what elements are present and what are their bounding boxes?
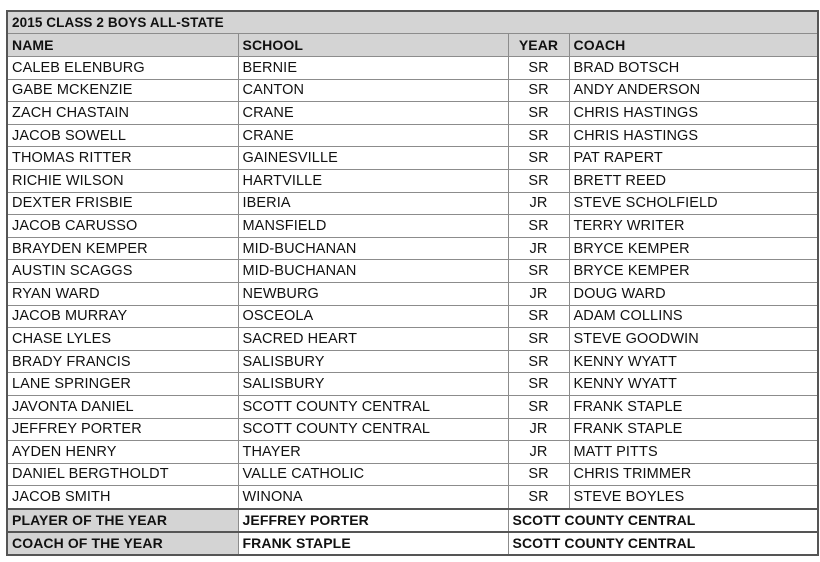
award-label: PLAYER OF THE YEAR [7,509,238,532]
table-body [7,11,818,555]
player-school: SALISBURY [238,350,508,373]
player-year: SR [508,215,569,238]
player-coach: TERRY WRITER [569,215,818,238]
player-row [7,305,818,328]
player-coach: CHRIS TRIMMER [569,463,818,486]
player-year: SR [508,124,569,147]
player-school: MANSFIELD [238,215,508,238]
header-school: SCHOOL [238,34,508,57]
player-row [7,102,818,125]
player-row [7,215,818,238]
player-row [7,486,818,509]
player-row [7,124,818,147]
header-name: NAME [7,34,238,57]
player-name: JACOB CARUSSO [7,215,238,238]
player-year: SR [508,305,569,328]
award-school: SCOTT COUNTY CENTRAL [508,532,818,555]
player-year: JR [508,237,569,260]
player-coach: KENNY WYATT [569,350,818,373]
award-school: SCOTT COUNTY CENTRAL [508,509,818,532]
player-name: CALEB ELENBURG [7,57,238,80]
player-school: CRANE [238,102,508,125]
player-row [7,328,818,351]
header-year: YEAR [508,34,569,57]
player-name: RYAN WARD [7,282,238,305]
player-name: AYDEN HENRY [7,441,238,464]
player-name: BRADY FRANCIS [7,350,238,373]
player-school: THAYER [238,441,508,464]
player-name: THOMAS RITTER [7,147,238,170]
award-label: COACH OF THE YEAR [7,532,238,555]
player-row [7,237,818,260]
player-school: BERNIE [238,57,508,80]
player-school: SALISBURY [238,373,508,396]
player-year: SR [508,147,569,170]
player-coach: CHRIS HASTINGS [569,124,818,147]
player-school: NEWBURG [238,282,508,305]
player-row [7,282,818,305]
player-school: SCOTT COUNTY CENTRAL [238,395,508,418]
player-name: ZACH CHASTAIN [7,102,238,125]
player-name: AUSTIN SCAGGS [7,260,238,283]
player-year: SR [508,57,569,80]
player-year: JR [508,418,569,441]
player-name: JEFFREY PORTER [7,418,238,441]
player-school: SCOTT COUNTY CENTRAL [238,418,508,441]
player-coach: CHRIS HASTINGS [569,102,818,125]
player-name: RICHIE WILSON [7,169,238,192]
player-row [7,441,818,464]
player-row [7,373,818,396]
player-school: VALLE CATHOLIC [238,463,508,486]
player-year: JR [508,192,569,215]
player-name: DANIEL BERGTHOLDT [7,463,238,486]
player-row [7,418,818,441]
player-year: SR [508,260,569,283]
player-coach: DOUG WARD [569,282,818,305]
player-name: BRAYDEN KEMPER [7,237,238,260]
player-year: SR [508,350,569,373]
player-coach: STEVE SCHOLFIELD [569,192,818,215]
player-year: SR [508,373,569,396]
award-row [7,509,818,532]
header-row [7,34,818,57]
player-year: SR [508,463,569,486]
player-coach: STEVE BOYLES [569,486,818,509]
player-year: SR [508,79,569,102]
title-row [7,11,818,34]
player-row [7,463,818,486]
player-coach: PAT RAPERT [569,147,818,170]
player-coach: BRETT REED [569,169,818,192]
player-school: MID-BUCHANAN [238,237,508,260]
award-person: FRANK STAPLE [238,532,508,555]
player-name: JAVONTA DANIEL [7,395,238,418]
player-coach: BRYCE KEMPER [569,237,818,260]
player-row [7,260,818,283]
player-row [7,79,818,102]
player-year: JR [508,441,569,464]
player-name: JACOB SMITH [7,486,238,509]
award-person: JEFFREY PORTER [238,509,508,532]
player-name: GABE MCKENZIE [7,79,238,102]
player-name: JACOB MURRAY [7,305,238,328]
player-row [7,395,818,418]
player-school: OSCEOLA [238,305,508,328]
player-coach: FRANK STAPLE [569,418,818,441]
player-year: JR [508,282,569,305]
player-coach: BRYCE KEMPER [569,260,818,283]
player-coach: ADAM COLLINS [569,305,818,328]
header-coach: COACH [569,34,818,57]
player-row [7,350,818,373]
player-year: SR [508,169,569,192]
player-school: GAINESVILLE [238,147,508,170]
player-name: CHASE LYLES [7,328,238,351]
player-name: DEXTER FRISBIE [7,192,238,215]
player-year: SR [508,486,569,509]
player-coach: FRANK STAPLE [569,395,818,418]
player-row [7,192,818,215]
player-school: MID-BUCHANAN [238,260,508,283]
player-coach: BRAD BOTSCH [569,57,818,80]
player-school: CRANE [238,124,508,147]
player-year: SR [508,395,569,418]
table-title: 2015 CLASS 2 BOYS ALL-STATE [7,11,818,34]
player-school: HARTVILLE [238,169,508,192]
player-school: CANTON [238,79,508,102]
player-school: WINONA [238,486,508,509]
player-name: LANE SPRINGER [7,373,238,396]
player-year: SR [508,328,569,351]
award-row [7,532,818,555]
player-coach: STEVE GOODWIN [569,328,818,351]
player-coach: KENNY WYATT [569,373,818,396]
player-school: SACRED HEART [238,328,508,351]
player-coach: ANDY ANDERSON [569,79,818,102]
player-year: SR [508,102,569,125]
player-coach: MATT PITTS [569,441,818,464]
player-row [7,57,818,80]
player-row [7,147,818,170]
player-school: IBERIA [238,192,508,215]
player-name: JACOB SOWELL [7,124,238,147]
player-row [7,169,818,192]
all-state-table [6,10,819,556]
